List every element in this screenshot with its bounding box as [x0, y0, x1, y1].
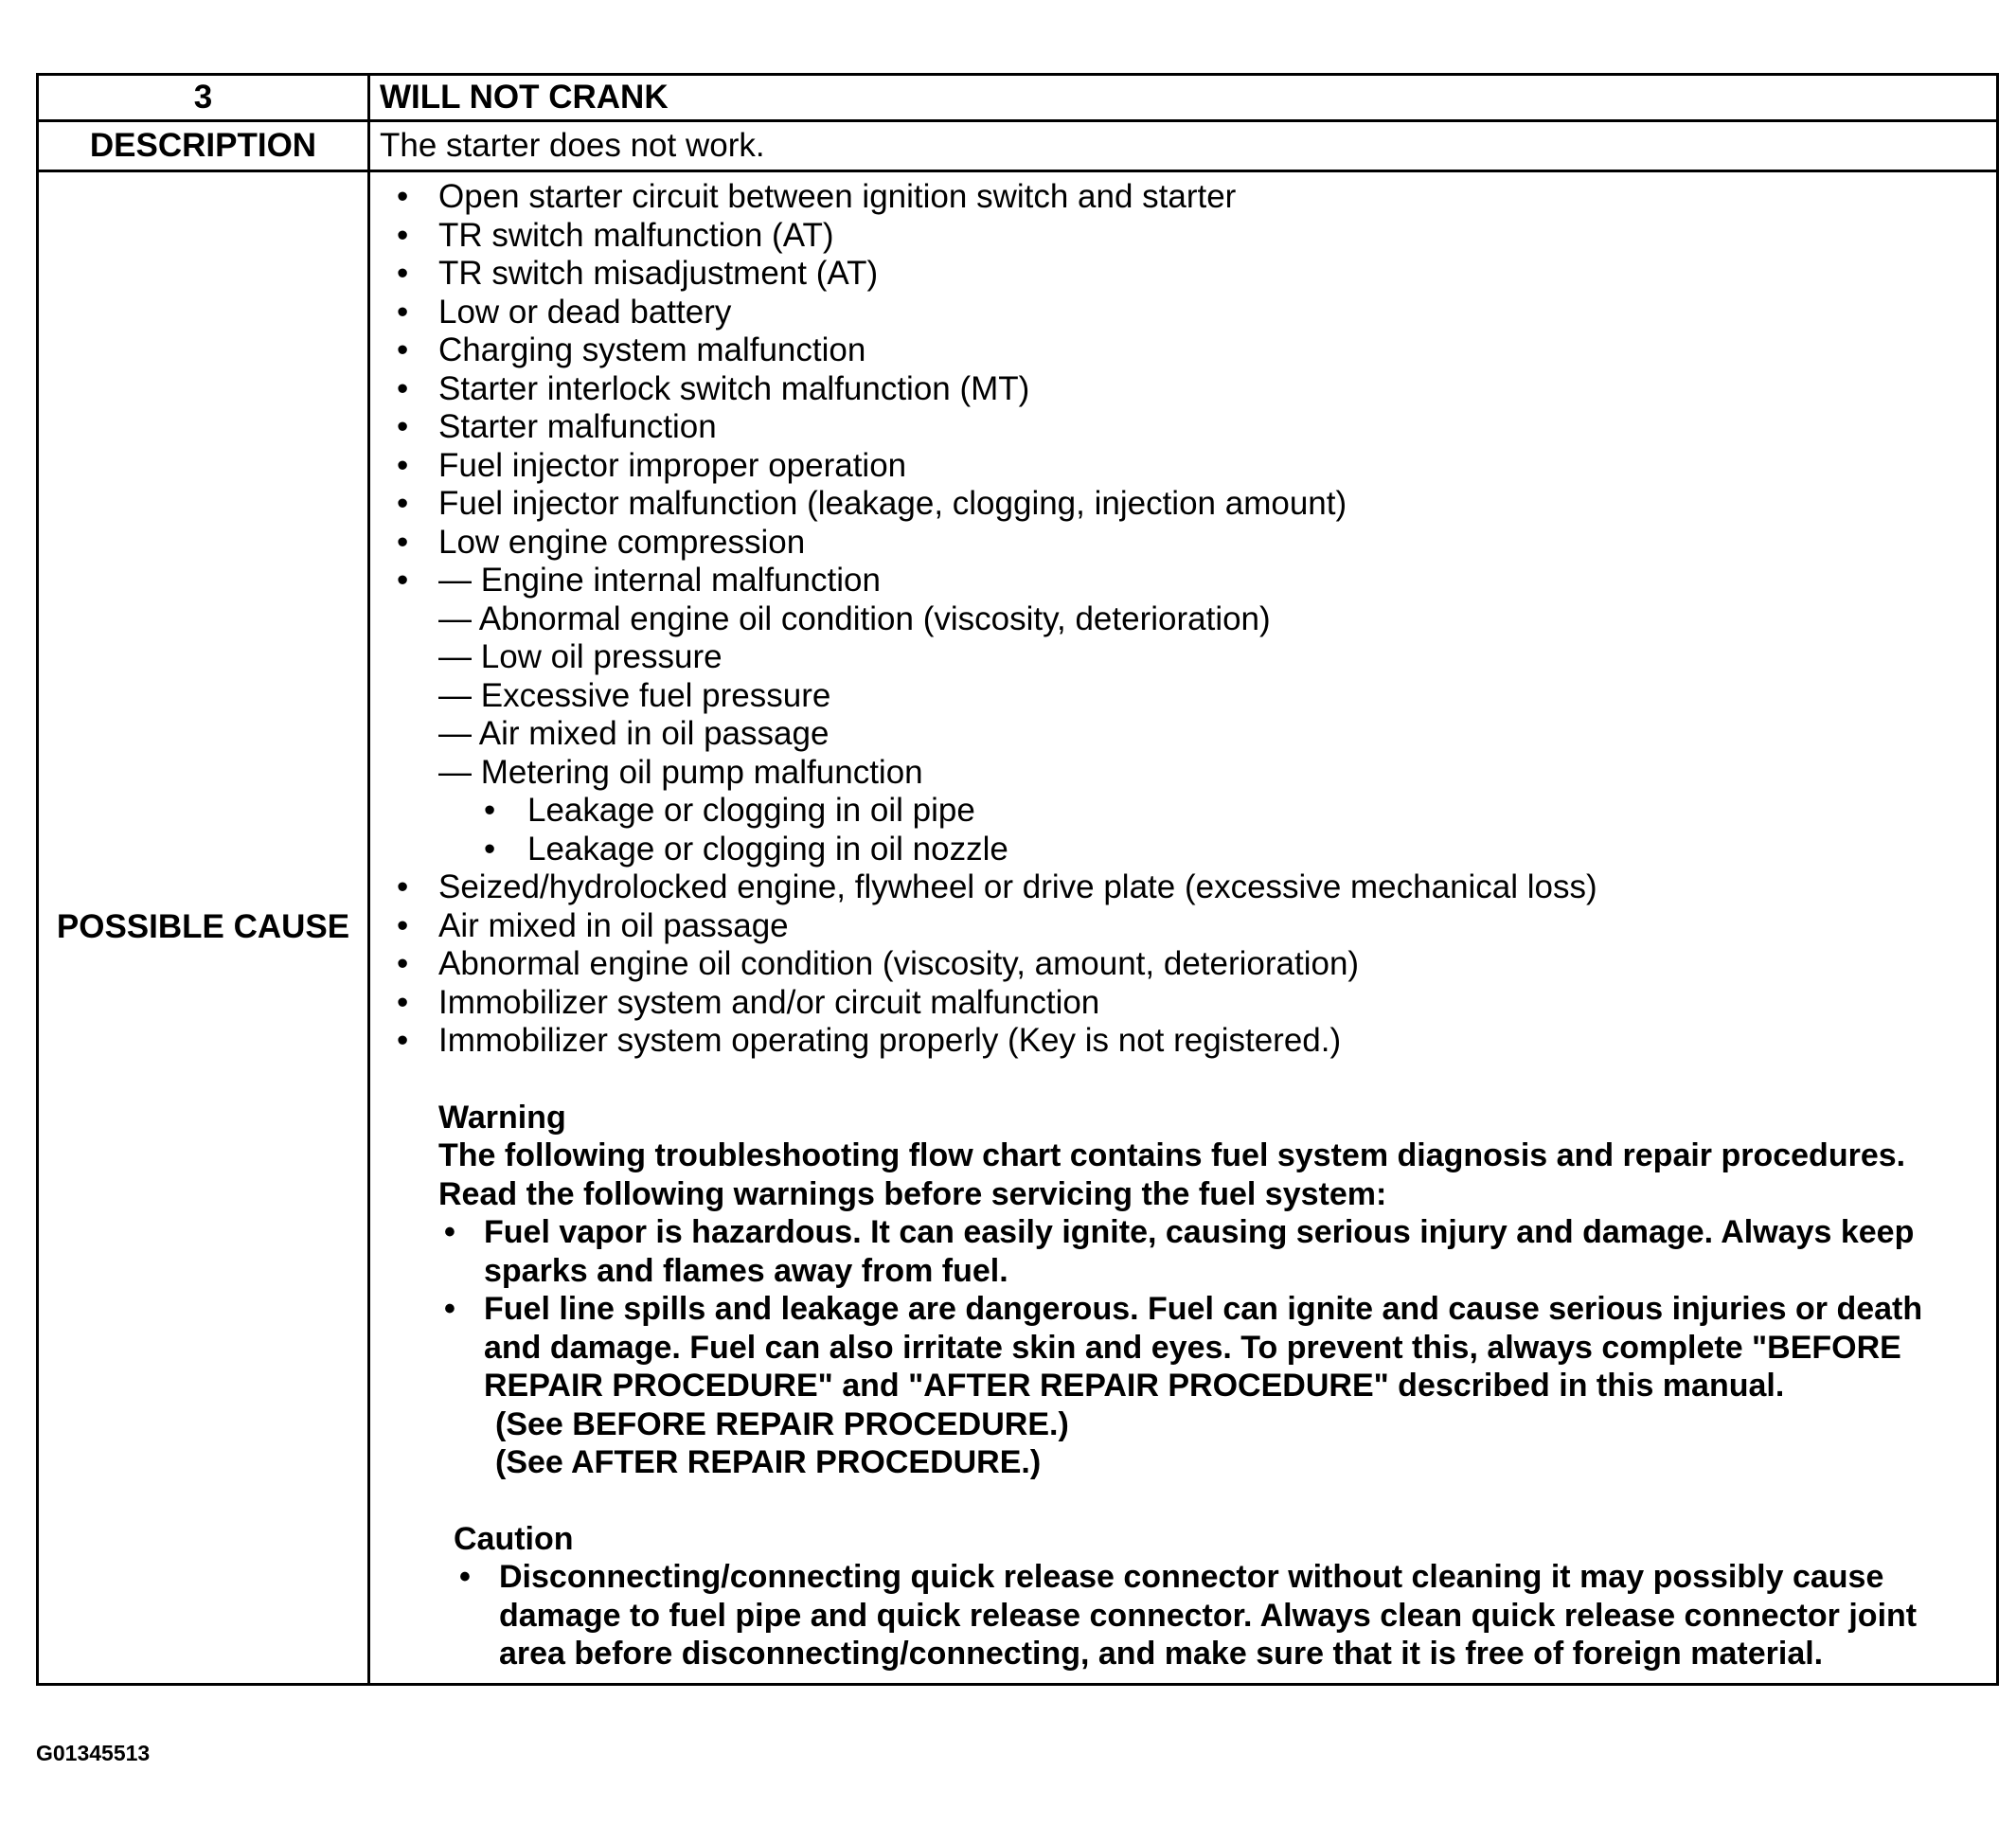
sub-list-item: • Leakage or clogging in oil pipe [527, 792, 1987, 831]
possible-cause-content [369, 171, 1998, 1685]
warning-item [438, 1290, 1987, 1482]
sub-list-item: — Abnormal engine oil condition (viscosity, deterioration) [438, 599, 1271, 637]
list-item: • Immobilizer system and/or circuit malfunction [380, 984, 1987, 1023]
see-before-reference: (See BEFORE REPAIR PROCEDURE.) [495, 1405, 1069, 1442]
sub-list-item: — Metering oil pump malfunction [438, 753, 923, 791]
description-row [38, 121, 1998, 171]
sub-list-item: — Low oil pressure [438, 638, 723, 675]
list-item: • Fuel injector malfunction (leakage, clogging, injection amount) [380, 485, 1987, 524]
list-item: • Open starter circuit between ignition switch and starter [380, 178, 1987, 217]
warning-list [438, 1213, 1987, 1482]
list-item: • Starter interlock switch malfunction (MT) [380, 370, 1987, 409]
step-title: WILL NOT CRANK [369, 75, 1998, 121]
list-item: • Charging system malfunction [380, 331, 1987, 370]
see-after-reference: (See AFTER REPAIR PROCEDURE.) [495, 1444, 1042, 1480]
sub-list-item: • Leakage or clogging in oil nozzle [527, 831, 1987, 869]
list-item: • Low or dead battery [380, 294, 1987, 332]
metering-sublist [438, 792, 1987, 868]
sub-list-item: • — Engine internal malfunction [438, 562, 881, 599]
list-item: • Immobilizer system operating properly (Key is not registered.) [380, 1022, 1987, 1061]
warning-item-text: Fuel line spills and leakage are dangerous. Fuel can ignite and cause serious injuries or death and damage. Fuel can also irritate skin and eyes. To prevent this, always complete "BEFORE REPAIR PROCEDURE" and "AFTER REPAIR PROCEDURE" described in this manual. [484, 1291, 1923, 1404]
list-item: • Abnormal engine oil condition (viscosity, amount, deterioration) [380, 945, 1987, 984]
compression-sublist-wrapper [380, 562, 1987, 868]
header-row [38, 75, 1998, 121]
list-item: • Air mixed in oil passage [380, 907, 1987, 946]
compression-sublist [438, 562, 1987, 792]
list-item: • TR switch malfunction (AT) [380, 217, 1987, 256]
step-number: 3 [38, 75, 369, 121]
list-item: • Fuel injector improper operation [380, 447, 1987, 486]
warning-note [438, 1099, 1987, 1482]
figure-id: G01345513 [36, 1741, 151, 1765]
sub-list-item: — Air mixed in oil passage [438, 715, 830, 752]
list-item: • Low engine compression [380, 524, 1987, 563]
caution-note [454, 1520, 1987, 1673]
cause-list [380, 178, 1987, 1061]
list-item: • Seized/hydrolocked engine, flywheel or drive plate (excessive mechanical loss) [380, 868, 1987, 907]
warning-intro: The following troubleshooting flow chart contains fuel system diagnosis and repair procedures. Read the following warnings before servicing the fuel system: [438, 1137, 1906, 1212]
troubleshooting-table [36, 73, 1999, 1686]
caution-item: • Disconnecting/connecting quick release connector without cleaning it may possibly cause damage to fuel pipe and quick release connector. Always clean quick release connector joint area before disconnecting/connecting, and make sure that it is free of foreign material. [454, 1558, 1987, 1673]
possible-cause-row [38, 171, 1998, 1685]
possible-cause-label: POSSIBLE CAUSE [38, 171, 369, 1685]
warning-item: • Fuel vapor is hazardous. It can easily ignite, causing serious injury and damage. Always keep sparks and flames away from fuel. [438, 1213, 1987, 1290]
list-item: • Starter malfunction [380, 408, 1987, 447]
caution-heading: Caution [454, 1520, 574, 1557]
description-label: DESCRIPTION [38, 121, 369, 171]
warning-heading: Warning [438, 1099, 566, 1136]
list-item: • TR switch misadjustment (AT) [380, 255, 1987, 294]
caution-list [454, 1558, 1987, 1673]
sub-list-item: — Excessive fuel pressure [438, 676, 831, 714]
description-text: The starter does not work. [369, 121, 1998, 171]
